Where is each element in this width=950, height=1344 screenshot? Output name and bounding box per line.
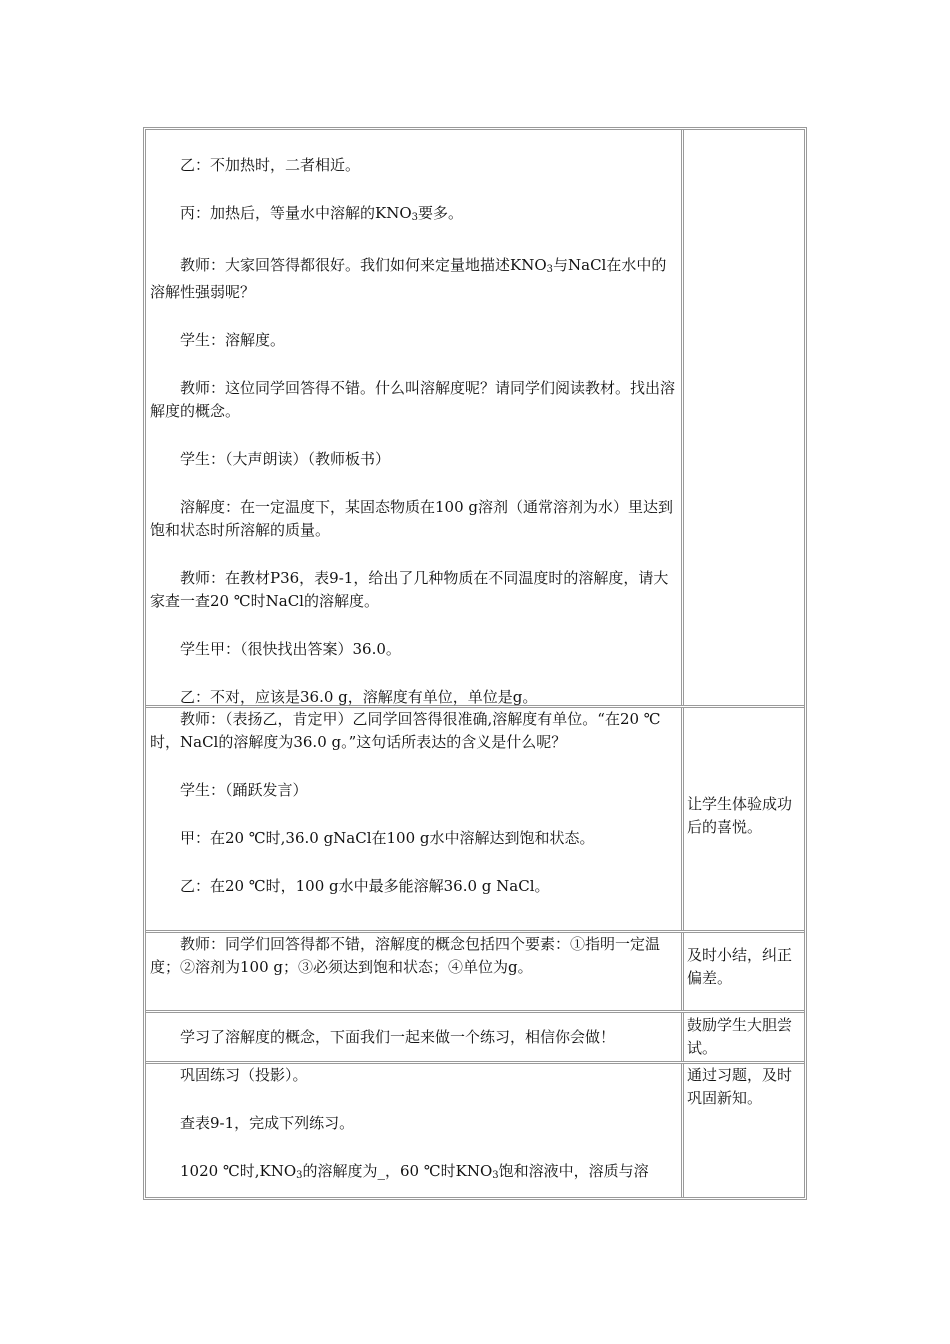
text: 学习了溶解度的概念，下面我们一起来做一个练习，相信你会做！	[180, 1028, 616, 1046]
paragraph	[150, 638, 677, 661]
text: 学生：溶解度。	[180, 331, 286, 349]
text: 要多。	[418, 204, 464, 222]
note-cell: 通过习题，及时巩固新知。	[687, 1066, 793, 1107]
subscript: 3	[296, 1170, 303, 1181]
paragraph	[150, 1112, 677, 1135]
text: 的溶解度为_，60 ℃时KNO	[302, 1162, 493, 1180]
text: 教师：这位同学回答得不错。什么叫溶解度呢？请同学们阅读教材。找出溶解度的概念。	[150, 379, 676, 420]
text: 1020 ℃时,KNO	[180, 1162, 297, 1180]
note-cell: 让学生体验成功后的喜悦。	[687, 795, 793, 836]
paragraph	[150, 154, 677, 177]
subscript: 3	[546, 264, 554, 275]
text: 甲：在20 ℃时,36.0 gNaCl在100 g水中溶解达到饱和状态。	[180, 829, 595, 847]
subscript: 3	[492, 1170, 499, 1181]
paragraph	[150, 567, 677, 613]
text: 乙：在20 ℃时，100 g水中最多能溶解36.0 g NaCl。	[180, 877, 550, 895]
note-cell	[684, 130, 804, 705]
paragraph	[150, 377, 677, 423]
paragraph	[150, 1160, 677, 1187]
table-row	[146, 930, 804, 1010]
note-cell: 及时小结，纠正偏差。	[687, 946, 793, 987]
text: 教师：大家回答得都很好。我们如何来定量地描述KNO	[180, 256, 547, 274]
paragraph	[150, 686, 677, 709]
text: 丙：加热后，等量水中溶解的KNO	[180, 204, 412, 222]
note-cell: 鼓励学生大胆尝试。	[687, 1016, 793, 1057]
paragraph	[150, 708, 677, 754]
subscript: 3	[411, 212, 419, 223]
text: 乙：不对，应该是36.0 g，溶解度有单位，单位是g。	[180, 688, 538, 706]
paragraph	[150, 329, 677, 352]
paragraph	[150, 448, 677, 471]
dialogue-cell	[146, 1013, 684, 1061]
text: 乙：不加热时，二者相近。	[180, 156, 361, 174]
paragraph	[150, 933, 677, 979]
text: 学生甲：（很快找出答案）36.0。	[180, 640, 401, 658]
text: 与NaCl在水中的溶解性强弱呢？	[150, 256, 667, 301]
text: 巩固练习（投影）。	[180, 1066, 308, 1084]
dialogue-cell	[146, 1064, 684, 1197]
text: 学生：（大声朗读）（教师板书）	[180, 450, 391, 468]
dialogue-cell	[146, 130, 684, 705]
paragraph	[150, 254, 677, 304]
text: 教师：同学们回答得都不错，溶解度的概念包括四个要素：①指明一定温度；②溶剂为100 g；③必须达到饱和状态；④单位为g。	[150, 935, 661, 976]
paragraph	[150, 202, 677, 229]
table-row	[146, 1010, 804, 1061]
paragraph	[150, 1064, 677, 1087]
paragraph	[150, 779, 677, 802]
table-row	[146, 1061, 804, 1197]
text: 饱和溶液中，溶质与溶	[498, 1162, 649, 1180]
table-row	[146, 705, 804, 930]
text: 教师：（表扬乙，肯定甲）乙同学回答得很准确,溶解度有单位。“在20 ℃时，NaCl的溶解度为36.0 g。”这句话所表达的含义是什么呢？	[150, 710, 661, 751]
table-row	[146, 130, 804, 705]
paragraph	[150, 1026, 677, 1049]
text: 溶解度：在一定温度下，某固态物质在100 g溶剂（通常溶剂为水）里达到饱和状态时所溶解的质量。	[150, 498, 674, 539]
paragraph	[150, 496, 677, 542]
text: 教师：在教材P36，表9-1，给出了几种物质在不同温度时的溶解度，请大家查一查20 ℃时NaCl的溶解度。	[150, 569, 669, 610]
text: 学生：（踊跃发言）	[180, 781, 308, 799]
dialogue-cell	[146, 708, 684, 930]
dialogue-cell	[146, 933, 684, 1010]
text: 查表9-1，完成下列练习。	[180, 1114, 355, 1132]
lesson-table	[143, 127, 807, 1200]
paragraph	[150, 827, 677, 850]
paragraph	[150, 875, 677, 898]
